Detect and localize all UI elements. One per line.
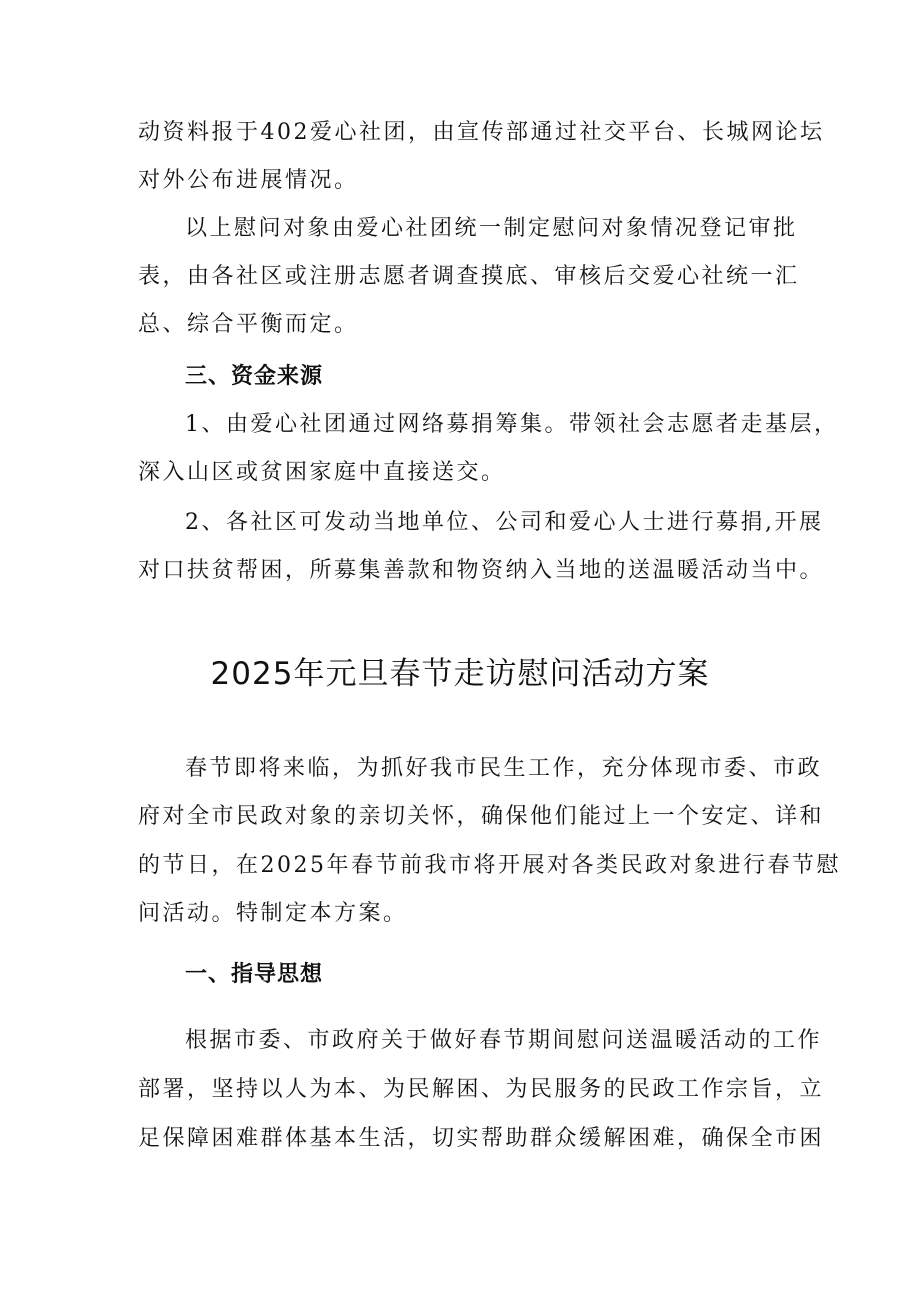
paragraph-line: 2、各社区可发动当地单位、公司和爱心人士进行募捐,开展 [185, 510, 824, 535]
paragraph-line: 总、综合平衡而定。 [138, 312, 359, 337]
paragraph-line: 春节即将来临，为抓好我市民生工作，充分体现市委、市政 [185, 756, 823, 781]
section-heading-funding: 三、资金来源 [185, 364, 324, 389]
paragraph-line: 根据市委、市政府关于做好春节期间慰问送温暖活动的工作 [185, 1028, 823, 1053]
paragraph-line: 1、由爱心社团通过网络募捐筹集。带领社会志愿者走基层， [185, 412, 839, 437]
paragraph-line: 足保障困难群体基本生活，切实帮助群众缓解困难，确保全市困 [138, 1126, 825, 1151]
paragraph-line: 问活动。特制定本方案。 [138, 901, 408, 926]
paragraph-line: 深入山区或贫困家庭中直接送交。 [138, 460, 506, 485]
section-heading-guiding: 一、指导思想 [185, 962, 324, 987]
paragraph-line: 动资料报于402爱心社团，由宣传部通过社交平台、长城网论坛 [138, 120, 825, 145]
paragraph-line: 部署，坚持以人为本、为民解困、为民服务的民政工作宗旨，立 [138, 1077, 825, 1102]
paragraph-line: 以上慰问对象由爱心社团统一制定慰问对象情况登记审批 [185, 216, 798, 241]
paragraph-line: 对外公布进展情况。 [138, 168, 359, 193]
paragraph-line: 府对全市民政对象的亲切关怀，确保他们能过上一个安定、详和 [138, 804, 825, 829]
paragraph-line: 的节日，在2025年春节前我市将开展对各类民政对象进行春节慰 [138, 853, 841, 878]
document-title: 2025年元旦春节走访慰问活动方案 [210, 656, 710, 692]
paragraph-line: 表，由各社区或注册志愿者调查摸底、审核后交爱心社统一汇 [138, 264, 800, 289]
paragraph-line: 对口扶贫帮困，所募集善款和物资纳入当地的送温暖活动当中。 [138, 558, 825, 583]
